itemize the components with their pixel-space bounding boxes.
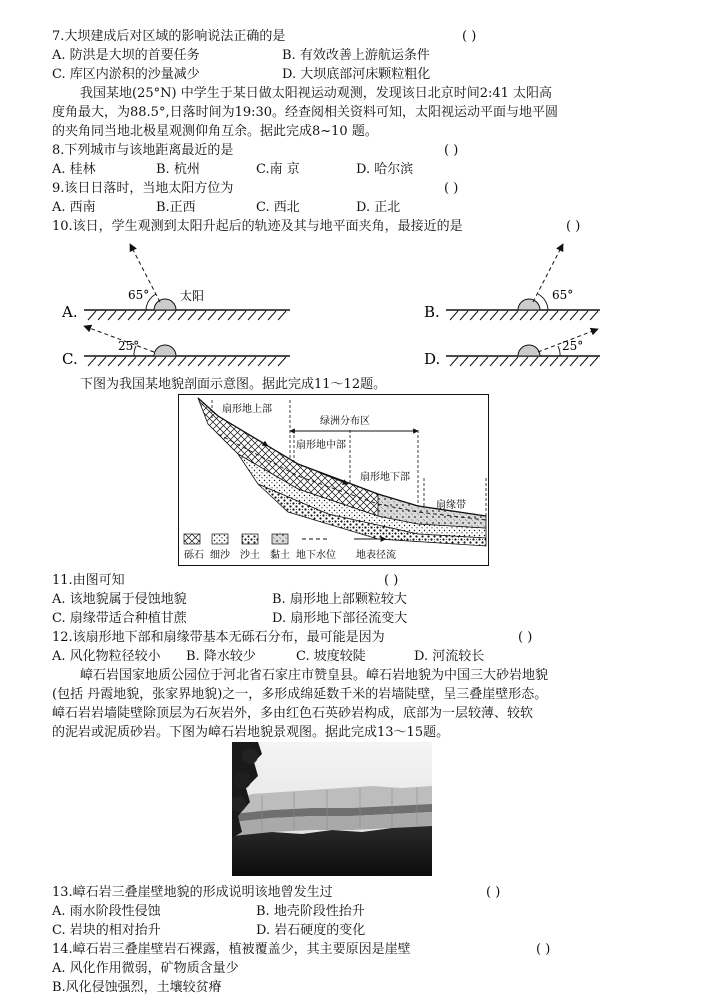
- q14-option-b: B.风化侵蚀强烈，土壤较贫瘠: [52, 980, 222, 995]
- q8-option-d: D. 哈尔滨: [356, 162, 414, 177]
- q7-option-b: B. 有效改善上游航运条件: [282, 48, 430, 63]
- q8-paren: ( ): [444, 143, 459, 158]
- q9-option-b: B.正西: [156, 200, 196, 215]
- q8-option-b: B. 杭州: [156, 162, 200, 177]
- q13-option-a: A. 雨水阶段性侵蚀: [52, 904, 161, 919]
- legend-gravel: 砾石: [184, 550, 204, 561]
- option-c-letter: C.: [62, 350, 78, 368]
- q11-option-a: A. 该地貌属于侵蚀地貌: [52, 592, 187, 607]
- sun-label: 太阳: [180, 289, 205, 303]
- option-b-letter: B.: [424, 303, 440, 321]
- passage3-line-4: 的泥岩或泥质砂岩。下图为嶂石岩地貌景观图。据此完成13～15题。: [52, 725, 450, 740]
- option-b-angle: 65°: [552, 288, 574, 302]
- zhangshiyan-landscape-photo: [232, 742, 432, 876]
- option-d-letter: D.: [424, 350, 441, 368]
- landform-profile-diagram: [178, 394, 489, 566]
- sun-icon: [154, 345, 176, 356]
- passage1-line-3: 的夹角同当地北极星观测仰角互余。据此完成8~10 题。: [52, 124, 378, 139]
- q13-option-c: C. 岩块的相对抬升: [52, 923, 161, 938]
- q12-option-a: A. 风化物粒径较小: [52, 649, 161, 664]
- q9-option-a: A. 西南: [52, 200, 96, 215]
- legend-clay: 黏土: [270, 550, 290, 561]
- q13-stem: 13.嶂石岩三叠崖壁地貌的形成说明该地曾发生过: [52, 885, 333, 900]
- q8-stem: 8.下列城市与该地距离最近的是: [52, 143, 234, 158]
- q12-paren: ( ): [518, 630, 533, 645]
- label-fan-upper: 扇形地上部: [222, 404, 272, 415]
- q7-stem: 7.大坝建成后对区域的影响说法正确的是: [52, 29, 286, 44]
- q7-paren: ( ): [462, 29, 477, 44]
- q14-stem: 14.嶂石岩三叠崖壁岩石裸露，植被覆盖少，其主要原因是崖壁: [52, 942, 411, 957]
- q11-paren: ( ): [384, 573, 399, 588]
- sun-icon: [154, 299, 176, 310]
- q13-option-d: D. 岩石硬度的变化: [256, 923, 366, 938]
- passage1-line-1: 我国某地(25°N) 中学生于某日做太阳视运动观测，发现该日北京时间2:41 太阳高: [80, 86, 553, 101]
- q12-option-b: B. 降水较少: [186, 649, 256, 664]
- passage1-line-2: 度角最大，为88.5°,日落时间为19:30。经查阅相关资料可知，太阳视运动平面与地平圆: [52, 105, 559, 120]
- label-fan-lower: 扇形地下部: [360, 472, 410, 483]
- label-oasis: 绿洲分布区: [320, 416, 370, 427]
- q13-paren: ( ): [486, 885, 501, 900]
- q10-stem: 10.该日，学生观测到太阳升起后的轨迹及其与地平面夹角，最接近的是: [52, 219, 463, 234]
- q11-stem: 11.由图可知: [52, 573, 125, 588]
- option-d-diagram: [424, 329, 600, 368]
- option-c-angle: 25°: [118, 339, 140, 353]
- q14-option-a: A. 风化作用微弱，矿物质含量少: [52, 961, 239, 976]
- legend-sandy-soil: 沙土: [240, 550, 260, 561]
- passage2: 下图为我国某地貌剖面示意图。据此完成11～12题。: [80, 377, 387, 392]
- legend-fine-sand: 细沙: [210, 550, 230, 561]
- option-b-diagram: [424, 244, 600, 321]
- q12-option-c: C. 坡度较陡: [296, 649, 366, 664]
- q13-option-b: B. 地壳阶段性抬升: [256, 904, 365, 919]
- q11-option-c: C. 扇缘带适合种植甘蔗: [52, 611, 187, 626]
- q7-option-a: A. 防洪是大坝的首要任务: [52, 48, 200, 63]
- q8-option-a: A. 桂林: [52, 162, 96, 177]
- q7-option-c: C. 库区内淤积的沙量减少: [52, 67, 200, 82]
- q9-paren: ( ): [444, 181, 459, 196]
- q12-option-d: D. 河流较长: [414, 649, 485, 664]
- q12-stem: 12.该扇形地下部和扇缘带基本无砾石分布，最可能是因为: [52, 630, 385, 645]
- q11-option-b: B. 扇形地上部颗粒较大: [272, 592, 407, 607]
- option-d-angle: 25°: [562, 339, 584, 353]
- legend-groundwater: 地下水位: [296, 550, 336, 561]
- q7-option-d: D. 大坝底部河床颗粒粗化: [282, 67, 431, 82]
- option-a-diagram: [61, 244, 290, 321]
- option-a-angle: 65°: [128, 288, 150, 302]
- q9-option-c: C. 西北: [256, 200, 300, 215]
- label-fan-edge: 扇缘带: [436, 500, 466, 511]
- passage3-line-1: 嶂石岩国家地质公园位于河北省石家庄市赞皇县。嶂石岩地貌为中国三大砂岩地貌: [80, 668, 549, 683]
- sun-path-diagrams: [0, 236, 719, 376]
- option-c-diagram: [62, 326, 290, 368]
- q10-paren: ( ): [566, 219, 581, 234]
- passage3-line-2: (包括 丹霞地貌，张家界地貌)之一，多形成绵延数千米的岩墙陡壁，呈三叠崖壁形态。: [52, 687, 548, 702]
- q9-stem: 9.该日日落时，当地太阳方位为: [52, 181, 234, 196]
- sun-icon: [518, 299, 540, 310]
- sun-icon: [518, 345, 540, 356]
- legend-runoff: 地表径流: [356, 550, 396, 561]
- q11-option-d: D. 扇形地下部径流变大: [272, 611, 408, 626]
- q14-paren: ( ): [536, 942, 551, 957]
- label-fan-middle: 扇形地中部: [296, 440, 346, 451]
- q9-option-d: D. 正北: [356, 200, 401, 215]
- passage3-line-3: 嶂石岩岩墙陡壁除顶层为石灰岩外，多由红色石英砂岩构成，底部为一层较薄、较软: [52, 706, 534, 721]
- q8-option-c: C.南 京: [256, 162, 300, 177]
- option-a-letter: A.: [62, 303, 78, 321]
